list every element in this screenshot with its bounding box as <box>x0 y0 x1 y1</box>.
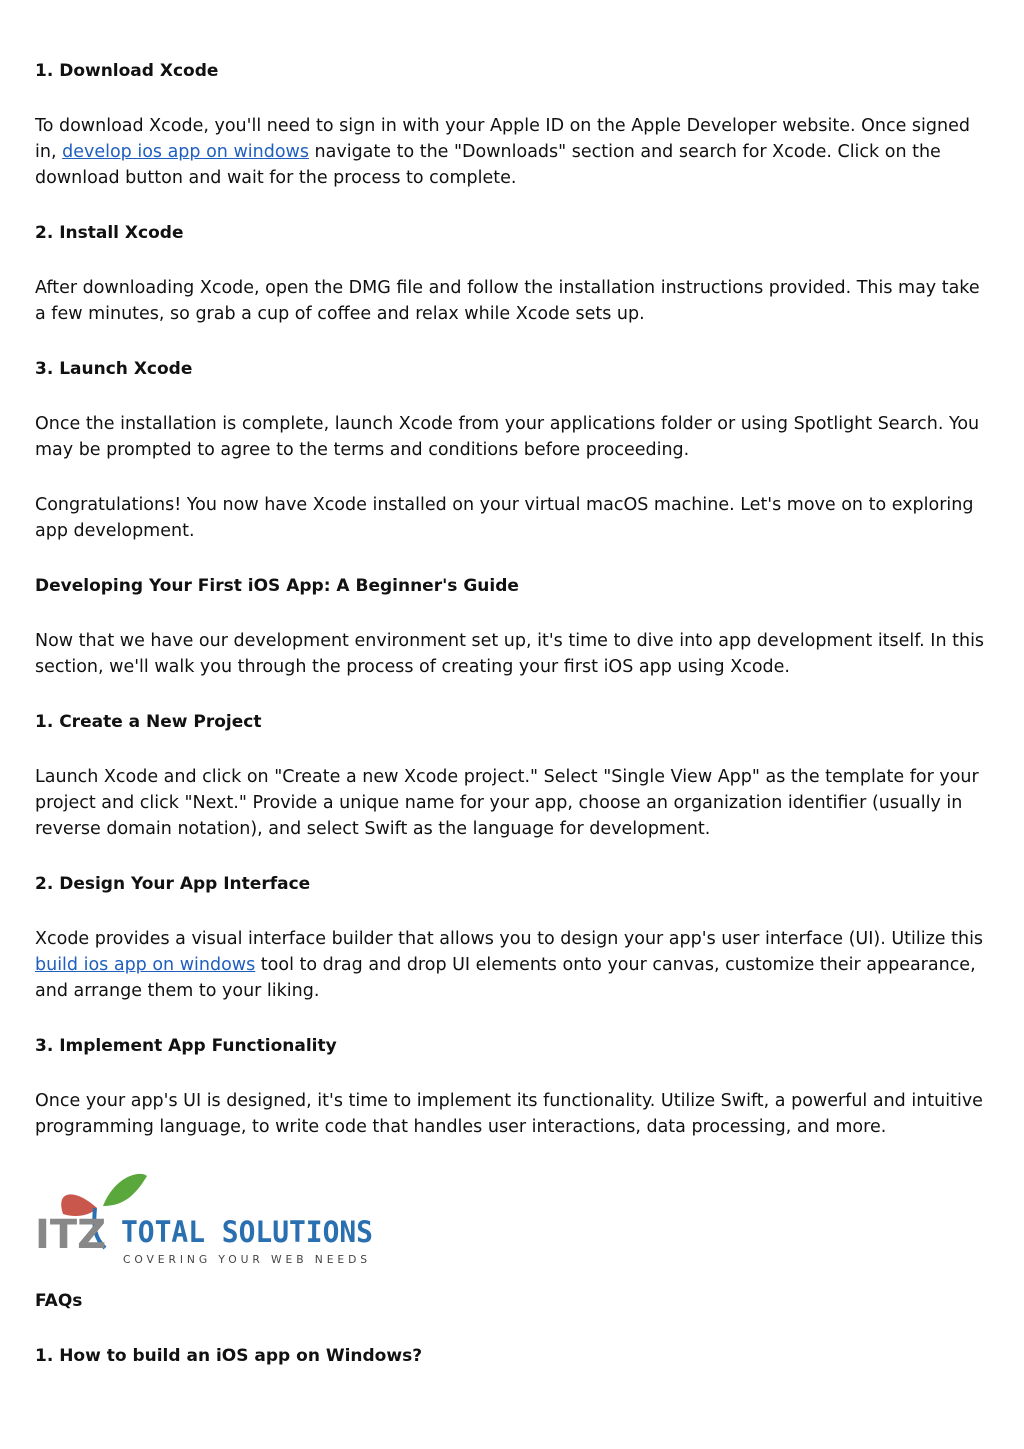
document-body <box>35 58 995 1369</box>
paragraph-design-interface <box>35 926 995 1004</box>
paragraph-launch: Once the installation is complete, launch Xcode from your applications folder or using Spotlight Search. You may be prompted to agree to the terms and conditions before proceeding. <box>35 414 980 460</box>
paragraph-functionality: Once your app's UI is designed, it's time to implement its functionality. Utilize Swift, a powerful and intuitive programming language, to write code that handles user interactions, data processing, and more. <box>35 1091 983 1137</box>
logo-brand-left: ITZ <box>35 1212 107 1258</box>
paragraph-download <box>35 113 995 191</box>
section-heading-guide: Developing Your First iOS App: A Beginner's Guide <box>35 576 519 596</box>
section-heading-launch: 3. Launch Xcode <box>35 359 193 379</box>
company-logo <box>35 1168 395 1268</box>
green-leaf-icon <box>103 1174 147 1206</box>
logo-graphic <box>35 1168 395 1268</box>
paragraph-install: After downloading Xcode, open the DMG file and follow the installation instructions provided. This may take a few minutes, so grab a cup of coffee and relax while Xcode sets up. <box>35 278 980 324</box>
section-heading-download: 1. Download Xcode <box>35 61 219 81</box>
link-develop-ios-app[interactable]: develop ios app on windows <box>62 142 309 162</box>
logo-tagline: COVERING YOUR WEB NEEDS <box>123 1253 371 1266</box>
paragraph-text: navigate to the "Downloads" section and search for Xcode. Click on the download button and wait for the process to complete. <box>35 142 941 188</box>
paragraph-text: To download Xcode, you'll need to sign in with your Apple ID on the Apple Developer website. Once signed in, <box>35 116 970 162</box>
section-heading-design-interface: 2. Design Your App Interface <box>35 874 311 894</box>
section-heading-functionality: 3. Implement App Functionality <box>35 1036 337 1056</box>
faq-question-1: 1. How to build an iOS app on Windows? <box>35 1346 423 1366</box>
section-heading-create-project: 1. Create a New Project <box>35 712 262 732</box>
link-build-ios-app[interactable]: build ios app on windows <box>35 955 256 975</box>
section-heading-faqs: FAQs <box>35 1291 83 1311</box>
paragraph-text: tool to drag and drop UI elements onto your canvas, customize their appearance, and arrange them to your liking. <box>35 955 976 1001</box>
paragraph-congrats: Congratulations! You now have Xcode installed on your virtual macOS machine. Let's move on to exploring app development. <box>35 495 974 541</box>
paragraph-create-project: Launch Xcode and click on "Create a new Xcode project." Select "Single View App" as the template for your project and click "Next." Provide a unique name for your app, choose an organization identifier (usually in reverse domain notation), and select Swift as the language for development. <box>35 767 979 839</box>
section-heading-install: 2. Install Xcode <box>35 223 184 243</box>
paragraph-text: Xcode provides a visual interface builder that allows you to design your app's user interface (UI). Utilize this <box>35 929 984 949</box>
paragraph-guide: Now that we have our development environment set up, it's time to dive into app development itself. In this section, we'll walk you through the process of creating your first iOS app using Xcode. <box>35 631 985 677</box>
logo-brand-right: TOTAL SOLUTIONS <box>121 1215 373 1249</box>
